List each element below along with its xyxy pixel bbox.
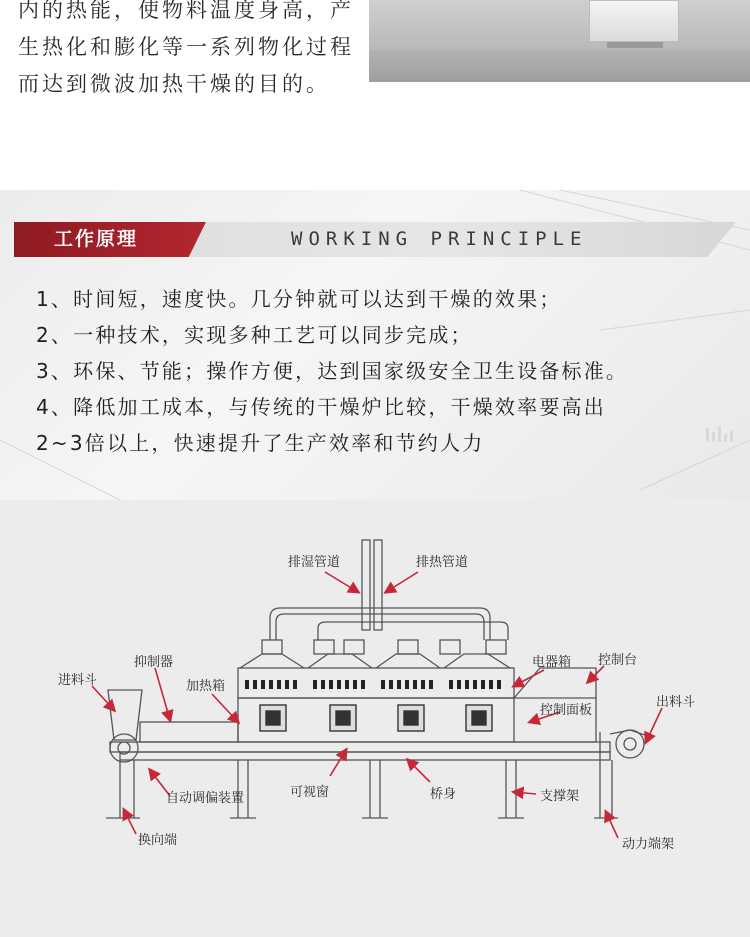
list-item: 4、降低加工成本，与传统的干燥炉比较，干燥效率要高出 [36, 395, 606, 419]
intro-line: 生热化和膨化等一系列物化过程 [18, 35, 354, 59]
section-title-cn: 工作原理 [54, 228, 139, 250]
label-viewing-window: 可视窗 [290, 785, 330, 800]
label-electrical-box: 电器箱 [532, 655, 572, 670]
label-control-desk: 控制台 [598, 653, 638, 668]
label-heating-box: 加热箱 [186, 679, 226, 694]
section-title-en: WORKING PRINCIPLE [291, 228, 588, 250]
floor-area [369, 50, 750, 82]
list-item: 2、一种技术，实现多种工艺可以同步完成； [36, 323, 473, 347]
label-exhaust-wet: 排湿管道 [288, 555, 341, 570]
machine-base [607, 42, 663, 48]
list-item: 1、时间短，速度快。几分钟就可以达到干燥的效果； [36, 287, 562, 311]
intro-line: 而达到微波加热干燥的目的。 [18, 72, 330, 96]
list-item: 2~3倍以上，快速提升了生产效率和节约人力 [36, 431, 485, 455]
machine-photo [369, 0, 750, 82]
label-control-panel: 控制面板 [540, 703, 593, 718]
machine-diagram-section [0, 500, 750, 937]
working-principle-section [0, 190, 750, 500]
label-power-frame: 动力端架 [622, 837, 675, 852]
label-exhaust-heat: 排热管道 [416, 555, 469, 570]
machine-body [589, 0, 679, 42]
label-suppressor: 抑制器 [134, 655, 174, 670]
label-auto-adjust: 自动调偏装置 [166, 791, 245, 806]
intro-line: 内的热能，使物料温度身高，产 [18, 0, 354, 22]
list-item: 3、环保、节能；操作方便，达到国家级安全卫生设备标准。 [36, 359, 629, 383]
label-support-frame: 支撑架 [540, 789, 580, 804]
intro-paragraph [18, 0, 363, 103]
section-title-bar [14, 222, 736, 257]
vent-strip [245, 680, 501, 689]
machine-diagram [0, 500, 750, 937]
label-discharge-hopper: 出料斗 [656, 695, 696, 710]
viewing-windows [260, 705, 492, 731]
label-bridge-body: 桥身 [430, 787, 457, 802]
label-reversing-end: 换向端 [138, 833, 178, 848]
label-feed-hopper: 进料斗 [58, 673, 98, 688]
principle-list [36, 281, 736, 461]
intro-section [0, 0, 750, 190]
